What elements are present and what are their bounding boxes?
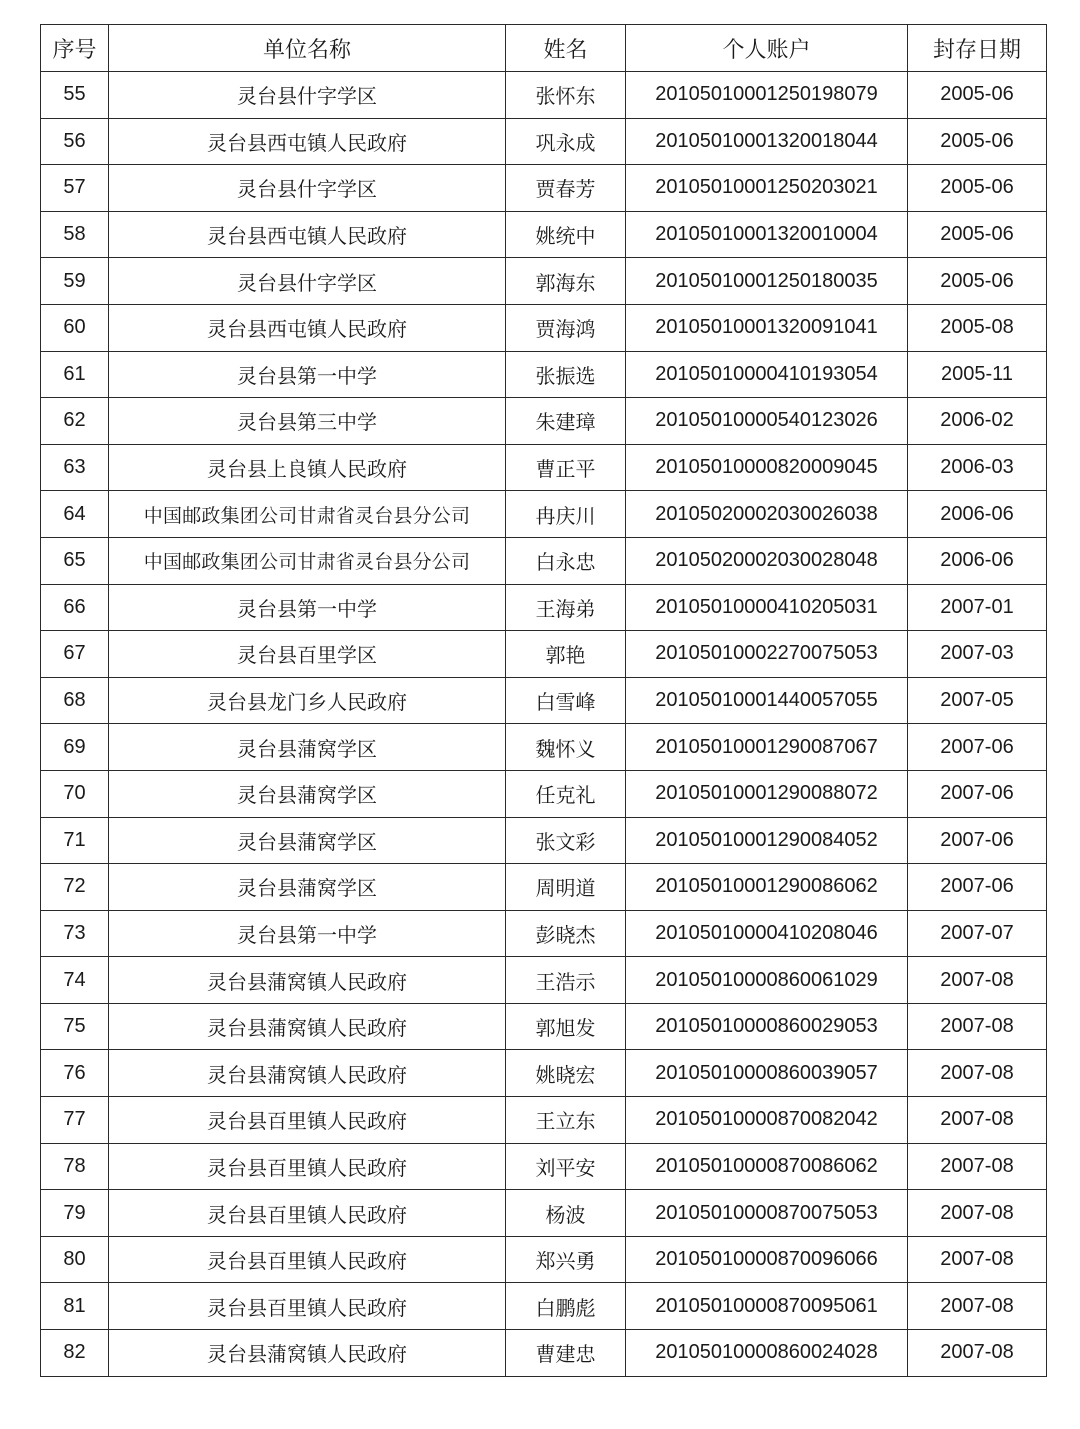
cell-unit: 灵台县百里镇人民政府 [109, 1143, 506, 1190]
cell-account: 20105010001250180035 [626, 258, 908, 305]
table-row [41, 957, 1047, 1004]
header-row [41, 25, 1047, 72]
cell-account: 20105010000870086062 [626, 1143, 908, 1190]
cell-account: 20105010000860024028 [626, 1330, 908, 1377]
cell-no: 56 [41, 118, 109, 165]
cell-account: 20105010000410193054 [626, 351, 908, 398]
cell-date: 2007-08 [908, 1003, 1047, 1050]
cell-date: 2005-08 [908, 304, 1047, 351]
table-row [41, 817, 1047, 864]
cell-no: 68 [41, 677, 109, 724]
cell-date: 2005-06 [908, 211, 1047, 258]
cell-unit: 灵台县百里学区 [109, 631, 506, 678]
table-row [41, 304, 1047, 351]
cell-name: 魏怀义 [506, 724, 626, 771]
cell-date: 2006-02 [908, 398, 1047, 445]
cell-unit: 灵台县百里镇人民政府 [109, 1097, 506, 1144]
cell-unit: 灵台县蒲窝学区 [109, 770, 506, 817]
header-no: 序号 [41, 25, 109, 72]
cell-date: 2007-06 [908, 864, 1047, 911]
cell-unit: 灵台县百里镇人民政府 [109, 1236, 506, 1283]
cell-name: 白鹏彪 [506, 1283, 626, 1330]
cell-name: 姚晓宏 [506, 1050, 626, 1097]
cell-date: 2005-06 [908, 118, 1047, 165]
cell-name: 冉庆川 [506, 491, 626, 538]
table-row [41, 1283, 1047, 1330]
cell-date: 2005-06 [908, 72, 1047, 119]
cell-name: 贾海鸿 [506, 304, 626, 351]
cell-account: 20105010000870082042 [626, 1097, 908, 1144]
cell-date: 2005-06 [908, 165, 1047, 212]
cell-name: 周明道 [506, 864, 626, 911]
cell-unit: 灵台县蒲窝学区 [109, 817, 506, 864]
table-header [41, 25, 1047, 72]
table-row [41, 1143, 1047, 1190]
cell-no: 70 [41, 770, 109, 817]
cell-unit: 灵台县第一中学 [109, 910, 506, 957]
header-unit: 单位名称 [109, 25, 506, 72]
cell-date: 2007-08 [908, 1236, 1047, 1283]
cell-no: 66 [41, 584, 109, 631]
cell-account: 20105010000870096066 [626, 1236, 908, 1283]
table-row [41, 1097, 1047, 1144]
cell-date: 2005-06 [908, 258, 1047, 305]
table-row [41, 537, 1047, 584]
cell-no: 82 [41, 1330, 109, 1377]
cell-name: 白永忠 [506, 537, 626, 584]
cell-no: 72 [41, 864, 109, 911]
cell-no: 65 [41, 537, 109, 584]
table-row [41, 677, 1047, 724]
header-account: 个人账户 [626, 25, 908, 72]
header-date: 封存日期 [908, 25, 1047, 72]
cell-account: 20105010001290086062 [626, 864, 908, 911]
table-row [41, 1190, 1047, 1237]
cell-account: 20105010000410208046 [626, 910, 908, 957]
table-row [41, 910, 1047, 957]
cell-no: 61 [41, 351, 109, 398]
table-body [41, 72, 1047, 1377]
cell-name: 张文彩 [506, 817, 626, 864]
cell-unit: 灵台县什字学区 [109, 72, 506, 119]
cell-account: 20105010001290088072 [626, 770, 908, 817]
cell-account: 20105010000860029053 [626, 1003, 908, 1050]
cell-account: 20105010000860039057 [626, 1050, 908, 1097]
cell-name: 姚统中 [506, 211, 626, 258]
cell-unit: 灵台县蒲窝镇人民政府 [109, 1003, 506, 1050]
cell-no: 55 [41, 72, 109, 119]
cell-no: 75 [41, 1003, 109, 1050]
cell-account: 20105010000860061029 [626, 957, 908, 1004]
cell-no: 58 [41, 211, 109, 258]
cell-date: 2006-06 [908, 491, 1047, 538]
table-row [41, 1236, 1047, 1283]
cell-name: 朱建璋 [506, 398, 626, 445]
cell-no: 71 [41, 817, 109, 864]
cell-unit: 灵台县什字学区 [109, 165, 506, 212]
cell-unit: 灵台县上良镇人民政府 [109, 444, 506, 491]
cell-account: 20105010000870095061 [626, 1283, 908, 1330]
cell-name: 任克礼 [506, 770, 626, 817]
table-row [41, 72, 1047, 119]
cell-date: 2007-08 [908, 1283, 1047, 1330]
cell-date: 2007-08 [908, 1143, 1047, 1190]
cell-date: 2005-11 [908, 351, 1047, 398]
cell-no: 73 [41, 910, 109, 957]
cell-unit: 灵台县西屯镇人民政府 [109, 118, 506, 165]
cell-name: 郭旭发 [506, 1003, 626, 1050]
cell-unit: 灵台县百里镇人民政府 [109, 1190, 506, 1237]
cell-date: 2007-08 [908, 1330, 1047, 1377]
cell-unit: 中国邮政集团公司甘肃省灵台县分公司 [109, 491, 506, 538]
cell-account: 20105010001320018044 [626, 118, 908, 165]
cell-date: 2006-06 [908, 537, 1047, 584]
table-row [41, 1050, 1047, 1097]
cell-date: 2007-07 [908, 910, 1047, 957]
cell-date: 2007-06 [908, 770, 1047, 817]
cell-account: 20105010001290087067 [626, 724, 908, 771]
cell-no: 79 [41, 1190, 109, 1237]
cell-no: 69 [41, 724, 109, 771]
cell-date: 2006-03 [908, 444, 1047, 491]
cell-unit: 灵台县蒲窝学区 [109, 864, 506, 911]
cell-name: 曹建忠 [506, 1330, 626, 1377]
document-sheet [40, 24, 1046, 1377]
cell-account: 20105010000540123026 [626, 398, 908, 445]
cell-unit: 灵台县蒲窝镇人民政府 [109, 1330, 506, 1377]
cell-no: 62 [41, 398, 109, 445]
table-row [41, 724, 1047, 771]
header-name: 姓名 [506, 25, 626, 72]
cell-account: 20105010000410205031 [626, 584, 908, 631]
cell-unit: 中国邮政集团公司甘肃省灵台县分公司 [109, 537, 506, 584]
cell-date: 2007-03 [908, 631, 1047, 678]
table-row [41, 1330, 1047, 1377]
cell-no: 74 [41, 957, 109, 1004]
cell-name: 王浩示 [506, 957, 626, 1004]
cell-no: 60 [41, 304, 109, 351]
table-row [41, 491, 1047, 538]
cell-no: 64 [41, 491, 109, 538]
cell-name: 杨波 [506, 1190, 626, 1237]
table-row [41, 351, 1047, 398]
cell-date: 2007-06 [908, 724, 1047, 771]
cell-date: 2007-06 [908, 817, 1047, 864]
cell-no: 77 [41, 1097, 109, 1144]
cell-unit: 灵台县第三中学 [109, 398, 506, 445]
cell-account: 20105010001440057055 [626, 677, 908, 724]
cell-name: 郭海东 [506, 258, 626, 305]
cell-name: 曹正平 [506, 444, 626, 491]
cell-name: 郑兴勇 [506, 1236, 626, 1283]
table-row [41, 398, 1047, 445]
cell-no: 67 [41, 631, 109, 678]
cell-account: 20105010002270075053 [626, 631, 908, 678]
cell-date: 2007-08 [908, 957, 1047, 1004]
table-row [41, 770, 1047, 817]
cell-date: 2007-08 [908, 1050, 1047, 1097]
cell-no: 76 [41, 1050, 109, 1097]
cell-unit: 灵台县第一中学 [109, 351, 506, 398]
table-row [41, 444, 1047, 491]
cell-account: 20105010001320091041 [626, 304, 908, 351]
table-row [41, 1003, 1047, 1050]
cell-name: 白雪峰 [506, 677, 626, 724]
cell-name: 张怀东 [506, 72, 626, 119]
cell-unit: 灵台县西屯镇人民政府 [109, 304, 506, 351]
cell-unit: 灵台县蒲窝镇人民政府 [109, 957, 506, 1004]
cell-unit: 灵台县第一中学 [109, 584, 506, 631]
table-row [41, 864, 1047, 911]
cell-date: 2007-05 [908, 677, 1047, 724]
cell-unit: 灵台县龙门乡人民政府 [109, 677, 506, 724]
cell-name: 张振选 [506, 351, 626, 398]
table-row [41, 118, 1047, 165]
cell-name: 彭晓杰 [506, 910, 626, 957]
cell-date: 2007-08 [908, 1190, 1047, 1237]
cell-name: 巩永成 [506, 118, 626, 165]
cell-no: 63 [41, 444, 109, 491]
cell-no: 81 [41, 1283, 109, 1330]
cell-name: 郭艳 [506, 631, 626, 678]
cell-account: 20105010000820009045 [626, 444, 908, 491]
cell-unit: 灵台县百里镇人民政府 [109, 1283, 506, 1330]
cell-unit: 灵台县蒲窝镇人民政府 [109, 1050, 506, 1097]
cell-account: 20105020002030026038 [626, 491, 908, 538]
cell-unit: 灵台县蒲窝学区 [109, 724, 506, 771]
sealed-accounts-table [40, 24, 1047, 1377]
cell-account: 20105010000870075053 [626, 1190, 908, 1237]
cell-no: 78 [41, 1143, 109, 1190]
cell-name: 贾春芳 [506, 165, 626, 212]
cell-account: 20105010001320010004 [626, 211, 908, 258]
table-row [41, 165, 1047, 212]
cell-no: 57 [41, 165, 109, 212]
cell-unit: 灵台县什字学区 [109, 258, 506, 305]
cell-account: 20105020002030028048 [626, 537, 908, 584]
cell-name: 王海弟 [506, 584, 626, 631]
cell-no: 59 [41, 258, 109, 305]
table-row [41, 631, 1047, 678]
cell-account: 20105010001290084052 [626, 817, 908, 864]
cell-date: 2007-01 [908, 584, 1047, 631]
table-row [41, 211, 1047, 258]
table-row [41, 584, 1047, 631]
table-row [41, 258, 1047, 305]
cell-name: 王立东 [506, 1097, 626, 1144]
cell-date: 2007-08 [908, 1097, 1047, 1144]
cell-name: 刘平安 [506, 1143, 626, 1190]
cell-unit: 灵台县西屯镇人民政府 [109, 211, 506, 258]
cell-account: 20105010001250203021 [626, 165, 908, 212]
cell-no: 80 [41, 1236, 109, 1283]
cell-account: 20105010001250198079 [626, 72, 908, 119]
